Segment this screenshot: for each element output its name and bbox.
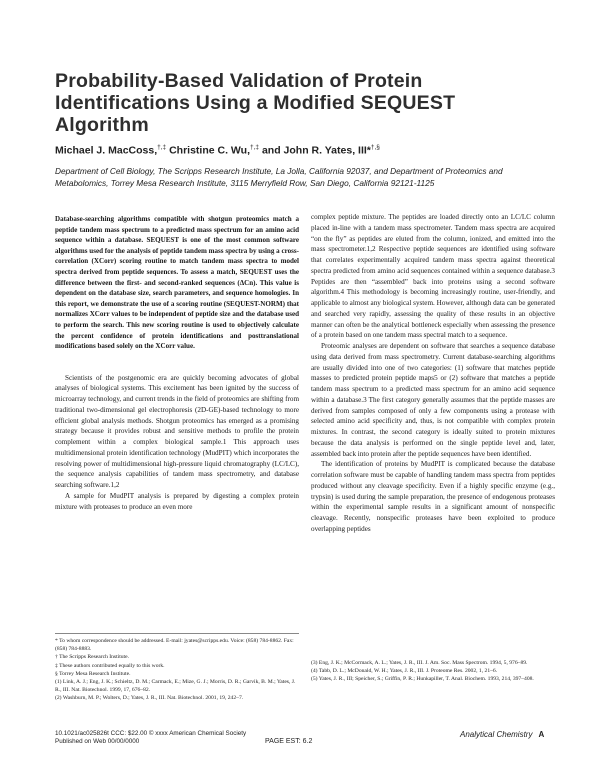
body-paragraph: Proteomic analyses are dependent on software that searches a sequence database using data derived from mass spectrometry. Current database-searching algorithms are usually divided into one of two categories: (1) software that matches peptide masses to predicted protein peptide maps5 or (2) software that matches a peptide tandem mass spectrum to a predicted mass spectrum for an amino acid sequence within a database.3 The first category generally assumes that the peptide masses are derived from samples composed of only a few components using a protease with selected amino acid specificity and, thus, is not compatible with complex protein mixtures. In contrast, the second category is ideally suited to protein mixtures because the data analysis is performed on the single peptide level and, later, assembled back into protein after the peptide sequences have been identified. xyxy=(311,342,555,458)
footnote: (3) Eng, J. K.; McCormack, A. L.; Yates, J. R., III. J. Am. Soc. Mass Spectrom. 1994, 5, 976–89. xyxy=(311,660,528,666)
footnote: * To whom correspondence should be addressed. E-mail: jyates@scripps.edu. Voice: (858) 784-8862. Fax: (858) 784-8883. xyxy=(55,638,294,653)
affiliation: Department of Cell Biology, The Scripps Research Institute, La Jolla, California 92037, and Department of Proteomics and Metabolomics, Torrey Mesa Research Institute, 3115 Merryfield Row, San Diego, California 92121-1125 xyxy=(55,166,503,188)
footnotes-right xyxy=(311,659,555,684)
footnote: (4) Tabb, D. L.; McDonald, W. H.; Yates, J. R., III. J. Proteome Res. 2002, 1, 21–6. xyxy=(311,668,498,675)
footnote: § Torrey Mesa Research Institute. xyxy=(55,670,131,677)
author-name: and John R. Yates, III* xyxy=(259,144,371,157)
author-affiliation-mark: †,§ xyxy=(370,144,380,151)
body-paragraph: A sample for MudPIT analysis is prepared by digesting a complex protein mixture with proteases to produce an even more xyxy=(55,491,299,511)
footnote: ‡ These authors contributed equally to this work. xyxy=(55,662,165,669)
published-line: Published on Web 00/00/0000 xyxy=(55,738,140,745)
footnote: (1) Link, A. J.; Eng, J. K.; Schieltz, D. M.; Carmack, E.; Mize, G. J.; Morris, D. R.; Garvik, B. M.; Yates, J. R., III. Nat. Biotechnol. 1999, 17, 676–82. xyxy=(55,679,296,694)
body-paragraph: The identification of proteins by MudPIT is complicated because the database correlation software must be capable of handling tandem mass spectra from peptides produced without any cleavage specificity. Even if a highly specific enzyme (e.g., trypsin) is used during the sample preparation, the presence of endogenous proteases within the experimental sample results in a significant amount of nonspecific cleavage. Recently, nonspecific proteases have been exploited to produce overlapping peptides xyxy=(311,460,555,533)
doi-line: 10.1021/ac025826t CCC: $22.00 © xxxx American Chemical Society xyxy=(55,730,247,737)
journal-name: Analytical Chemistry xyxy=(460,730,533,739)
author-name: Christine C. Wu, xyxy=(166,144,250,157)
author-list xyxy=(55,144,555,157)
page-estimate: PAGE EST: 6.2 xyxy=(265,738,313,745)
body-paragraph: complex peptide mixture. The peptides are loaded directly onto an LC/LC column placed in-line with a tandem mass spectrometer. Tandem mass spectra are acquired “on the fly” as peptides are eluted from the column, ionized, and emitted into the mass spectrometer.1,2 Respective peptide sequences are identified using software that correlates experimentally acquired tandem mass spectra against theoretical spectra predicted from amino acid sequences contained within a sequence database.3 Peptides are then “assembled” back into proteins using a second software algorithm.4 This methodology is becoming increasingly routine, user-friendly, and applicable to almost any biological system. However, although data can be generated and searched very rapidly, assessing the quality of these results in an objective manner can often be the analytical bottleneck especially when assessing the presence of a protein based on one tandem mass spectral match to a sequence. xyxy=(311,213,555,340)
article-title: Probability-Based Validation of Protein Identifications Using a Modified SEQUEST Algorithm xyxy=(55,70,456,136)
page-letter: A xyxy=(538,730,545,739)
left-column xyxy=(55,214,299,512)
body-paragraph: Scientists of the postgenomic era are quickly becoming advocates of global analyses of biological systems. This excitement has been ignited by the success of microarray technology, and current trends in the field of proteomics are shifting from traditional two-dimensional gel electrophoresis (2D-GE)-based technology to more efficient global analysis methods. Shotgun proteomics has emerged as a promising strategy because it provides robust and sensitive methods to profile the protein complement within a complex biological sample.1 This approach uses multidimensional protein identification technology (MudPIT) which incorporates the resolving power of multidimensional high-pressure liquid chromatography (LC/LC), the sequence analysis capabilities of tandem mass spectrometry, and database searching software.1,2 xyxy=(55,373,299,490)
footnote: † The Scripps Research Institute. xyxy=(55,654,129,661)
author-affiliation-mark: †,‡ xyxy=(157,144,167,151)
footnotes-left xyxy=(55,633,299,703)
right-column xyxy=(311,212,555,535)
author-affiliation-mark: †,‡ xyxy=(249,144,260,151)
journal-footer xyxy=(460,730,544,739)
publication-info xyxy=(55,730,246,746)
author-name: Michael J. MacCoss, xyxy=(55,144,158,157)
footnote: (5) Yates, J. R., III; Speicher, S.; Griffin, P. R.; Hunkapiller, T. Anal. Biochem. 1993, 214, 397–408. xyxy=(311,676,534,683)
footnote: (2) Washburn, M. P.; Wolters, D.; Yates, J. R., III. Nat. Biotechnol. 2001, 19, 242–7. xyxy=(55,695,244,702)
abstract: Database-searching algorithms compatible with shotgun proteomics match a peptide tandem mass spectrum to a predicted mass spectrum for an amino acid sequence within a database. SEQUEST is one of the most common software algorithms used for the analysis of peptide tandem mass spectra by using a cross-correlation (XCorr) scoring routine to match tandem mass spectra to model spectra derived from peptide sequences. To assess a match, SEQUEST uses the difference between the first- and second-ranked sequences (ΔCn). This value is dependent on the database size, search parameters, and sequence homologies. In this report, we demonstrate the use of a scoring routine (SEQUEST-NORM) that normalizes XCorr values to be independent of peptide size and the database used to perform the search. This new scoring routine is used to objectively calculate the percent confidence of protein identifications and posttranslational modifications based solely on the XCorr value. xyxy=(55,215,299,351)
